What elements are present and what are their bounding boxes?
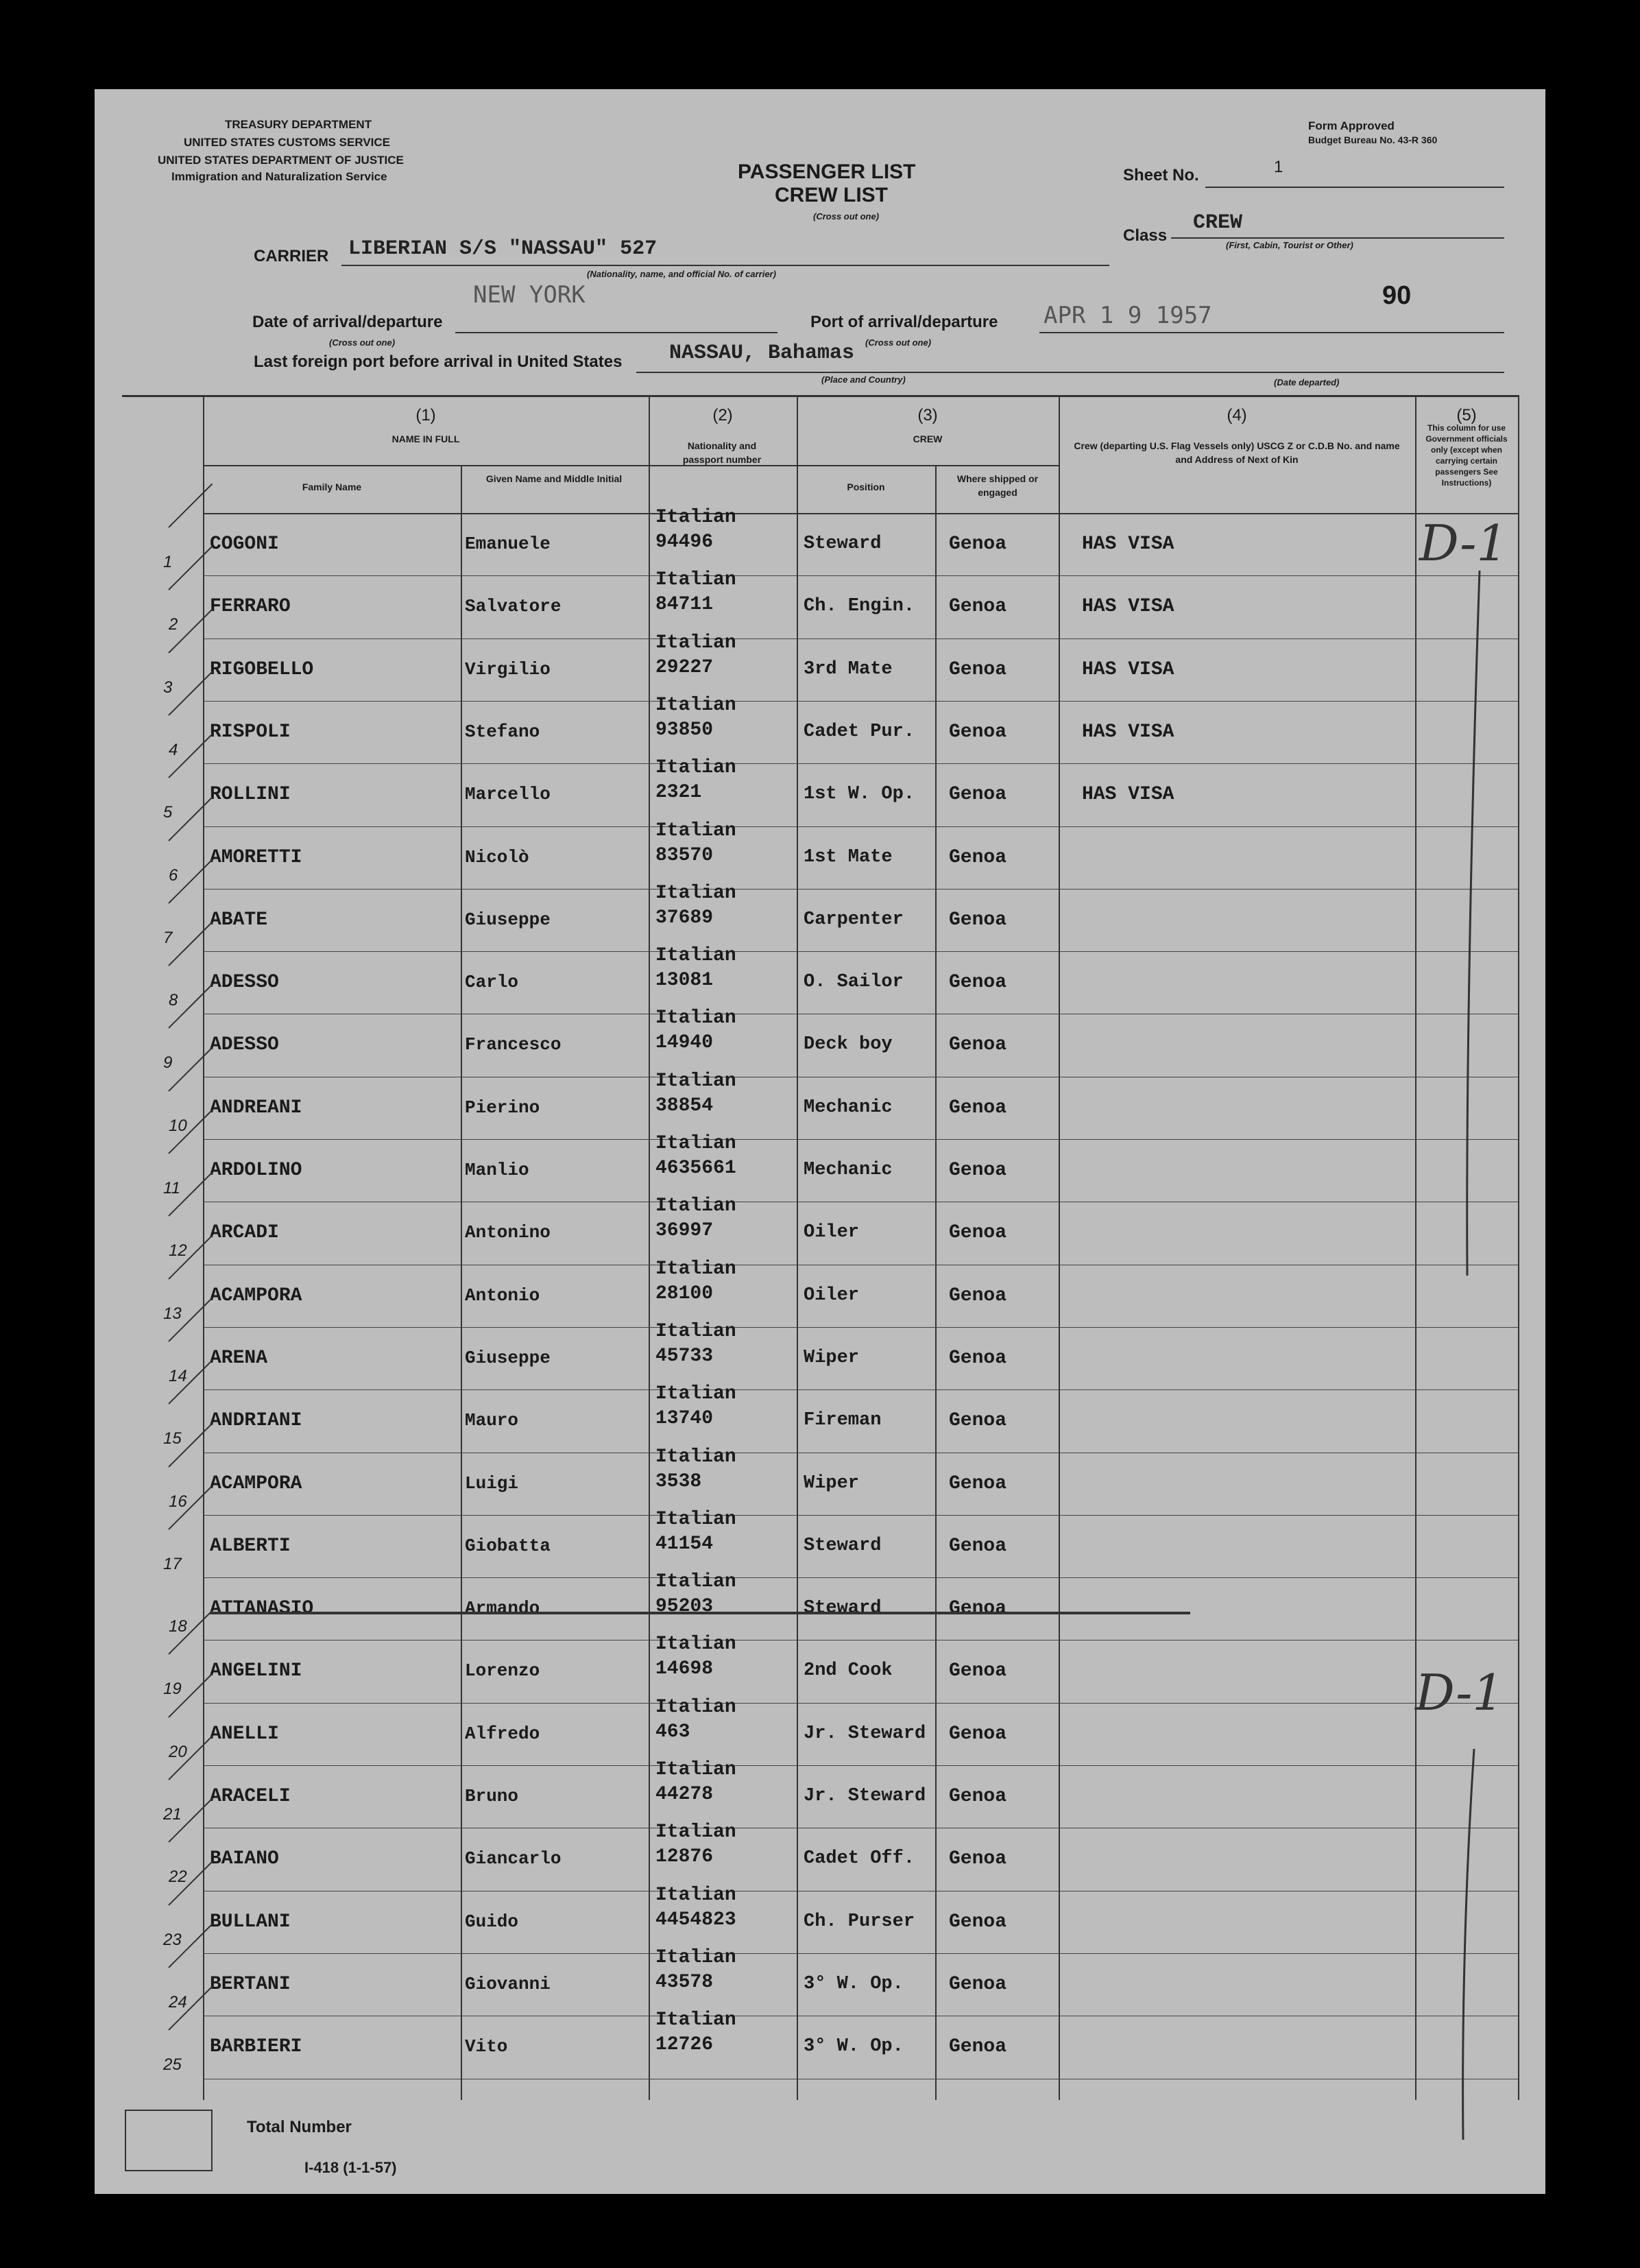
check-tick (168, 1047, 213, 1092)
passport-number: 41154 (655, 1533, 714, 1555)
family-name: BERTANI (210, 1974, 291, 1995)
passport-number: 95203 (655, 1596, 714, 1617)
given-name: Emanuele (465, 534, 551, 554)
form-approved: Form Approved (1308, 119, 1395, 132)
date-note: (Cross out one) (329, 337, 396, 348)
row-rule (203, 1327, 1518, 1328)
row-rule (203, 1577, 1518, 1578)
row-rule (203, 1515, 1518, 1516)
family-name: ACAMPORA (210, 1473, 302, 1494)
port-label: Port of arrival/departure (810, 313, 998, 331)
col1-title: NAME IN FULL (391, 433, 460, 444)
shipped-port: Genoa (949, 784, 1007, 805)
given-name: Stefano (465, 721, 540, 742)
shipped-port: Genoa (949, 1410, 1007, 1431)
col-line-h (1518, 395, 1519, 2100)
sheet-label: Sheet No. (1123, 166, 1199, 184)
given-name: Salvatore (465, 596, 562, 617)
row-rule (203, 638, 1518, 639)
nationality: Italian (655, 1697, 736, 1718)
family-name: ARDOLINO (210, 1160, 302, 1181)
family-name: ANELLI (210, 1723, 279, 1745)
row-number: 1 (163, 553, 173, 571)
nationality: Italian (655, 569, 736, 590)
table-top-rule (122, 395, 1518, 397)
total-box (125, 2110, 213, 2171)
nationality: Italian (655, 507, 736, 528)
date-underline (455, 332, 777, 333)
crew-position: Ch. Purser (804, 1911, 915, 1932)
given-name: Giobatta (465, 1536, 551, 1556)
shipped-port: Genoa (949, 1222, 1007, 1243)
col-line-g (1415, 395, 1416, 2100)
given-name: Francesco (465, 1034, 562, 1055)
passport-number: 29227 (655, 657, 714, 678)
port-note: (Cross out one) (865, 337, 932, 348)
passport-number: 12876 (655, 1846, 714, 1867)
crew-position: Oiler (804, 1222, 860, 1243)
row-number: 14 (169, 1367, 187, 1385)
nationality: Italian (655, 945, 736, 966)
col2-title: Nationality and passport number (682, 440, 762, 465)
row-rule (203, 763, 1518, 764)
passport-number: 13740 (655, 1408, 714, 1429)
family-name: FERRARO (210, 596, 291, 617)
shipped-port: Genoa (949, 1285, 1007, 1306)
shipped-port: Genoa (949, 2036, 1007, 2057)
given-name: Lorenzo (465, 1660, 540, 1681)
crew-position: Carpenter (804, 909, 904, 930)
row-number: 18 (169, 1617, 187, 1636)
col4-title: Crew (departing U.S. Flag Vessels only) USCG Z or C.D.B No. and name and Address of Next of Kin (1074, 440, 1400, 465)
shipped-port: Genoa (949, 1786, 1007, 1807)
shipped-port: Genoa (949, 1598, 1007, 1619)
nationality: Italian (655, 1007, 736, 1029)
visa-note: HAS VISA (1082, 596, 1174, 617)
carrier-note: (Nationality, name, and official No. of carrier) (587, 269, 776, 279)
class-value: CREW (1193, 211, 1243, 235)
row-rule (203, 1139, 1518, 1140)
crew-list-form (95, 89, 1545, 2194)
shipped-port: Genoa (949, 972, 1007, 993)
col1-number: (1) (415, 406, 436, 425)
official-mark-1: D-1 (1419, 514, 1508, 572)
nationality: Italian (655, 1947, 736, 1968)
given-name: Bruno (465, 1786, 519, 1806)
given-name: Manlio (465, 1160, 529, 1180)
nationality: Italian (655, 1822, 736, 1843)
check-tick (168, 671, 213, 716)
nationality: Italian (655, 1571, 736, 1592)
list-title-passenger: PASSENGER LIST (738, 160, 916, 183)
shipped-port: Genoa (949, 596, 1007, 617)
row-rule (203, 889, 1518, 890)
visa-note: HAS VISA (1082, 659, 1174, 680)
given-name: Nicolò (465, 847, 529, 868)
passport-number: 2321 (655, 782, 702, 803)
visa-note: HAS VISA (1082, 784, 1174, 805)
family-name: ROLLINI (210, 784, 291, 805)
family-name: ATTANASIO (210, 1598, 314, 1619)
row-number: 9 (163, 1053, 173, 1072)
col3b-title: Where shipped or engaged (956, 473, 1039, 498)
passport-number: 45733 (655, 1346, 714, 1367)
passport-number: 84711 (655, 594, 714, 615)
visa-note: HAS VISA (1082, 534, 1174, 555)
given-name: Virgilio (465, 659, 551, 680)
passport-number: 14940 (655, 1032, 714, 1053)
nationality: Italian (655, 2009, 736, 2031)
shipped-port: Genoa (949, 659, 1007, 680)
passport-number: 93850 (655, 719, 714, 741)
col3a-title: Position (847, 481, 885, 492)
shipped-port: Genoa (949, 1034, 1007, 1055)
shipped-port: Genoa (949, 1848, 1007, 1870)
crew-position: Fireman (804, 1410, 882, 1431)
shipped-port: Genoa (949, 721, 1007, 743)
row-number: 8 (169, 991, 178, 1010)
col5-number: (5) (1456, 406, 1477, 425)
crew-position: 3° W. Op. (804, 2036, 904, 2057)
nationality: Italian (655, 1133, 736, 1154)
col3-number: (3) (917, 406, 938, 425)
nationality: Italian (655, 1634, 736, 1655)
departed-underline (1054, 372, 1504, 373)
nationality: Italian (655, 1885, 736, 1906)
crew-position: Mechanic (804, 1097, 893, 1118)
form-id: I-418 (1-1-57) (304, 2159, 397, 2176)
crew-position: 3rd Mate (804, 659, 893, 680)
carrier-underline (341, 265, 1109, 266)
row-rule (203, 1389, 1518, 1390)
crew-position: 1st W. Op. (804, 784, 915, 804)
nationality: Italian (655, 1759, 736, 1780)
visa-note: HAS VISA (1082, 721, 1174, 743)
crew-position: Wiper (804, 1473, 860, 1494)
nationality: Italian (655, 820, 736, 841)
given-name: Luigi (465, 1473, 519, 1494)
passport-number: 94496 (655, 532, 714, 553)
crew-position: Oiler (804, 1285, 860, 1306)
date-label: Date of arrival/departure (252, 313, 443, 331)
nationality: Italian (655, 695, 736, 716)
passport-number: 4635661 (655, 1158, 736, 1179)
check-tick (168, 546, 213, 590)
row-number: 3 (163, 678, 173, 697)
row-number: 20 (169, 1743, 187, 1761)
shipped-port: Genoa (949, 1097, 1007, 1119)
passport-number: 12726 (655, 2034, 714, 2055)
header-bottom-rule (203, 513, 1518, 514)
col5-title: This column for use Government officials only (except when carrying certain passengers See Instructions) (1425, 423, 1508, 488)
nationality: Italian (655, 1509, 736, 1530)
row-rule (203, 826, 1518, 827)
shipped-port: Genoa (949, 1348, 1007, 1369)
col-line-f (1059, 395, 1060, 2100)
sheet-underline (1205, 187, 1504, 188)
family-name: ADESSO (210, 972, 279, 993)
crew-position: Mechanic (804, 1160, 893, 1180)
given-name: Vito (465, 2036, 508, 2057)
passport-number: 37689 (655, 907, 714, 929)
col1b-title: Given Name and Middle Initial (485, 473, 623, 484)
row-number: 24 (169, 1993, 187, 2012)
given-name: Giuseppe (465, 1348, 551, 1368)
crew-position: Steward (804, 1598, 882, 1619)
passport-number: 44278 (655, 1784, 714, 1805)
official-bracket-lines (1438, 569, 1493, 2147)
nationality: Italian (655, 1321, 736, 1342)
page-number: 90 (1382, 281, 1412, 310)
row-rule (203, 575, 1518, 576)
strike-line (210, 1612, 1190, 1614)
row-number: 5 (163, 803, 173, 822)
crew-position: Cadet Off. (804, 1848, 915, 1869)
passport-number: 13081 (655, 970, 714, 991)
row-rule (203, 951, 1518, 952)
check-tick (168, 797, 213, 841)
given-name: Antonio (465, 1285, 540, 1306)
family-name: COGONI (210, 534, 279, 555)
passport-number: 83570 (655, 845, 714, 866)
family-name: RISPOLI (210, 721, 291, 743)
family-name: ADESSO (210, 1034, 279, 1055)
check-tick (168, 922, 213, 966)
given-name: Mauro (465, 1410, 519, 1431)
sheet-value: 1 (1274, 158, 1283, 176)
departed-note: (Date departed) (1274, 377, 1340, 387)
family-name: BARBIERI (210, 2036, 302, 2057)
total-label: Total Number (247, 2118, 352, 2136)
crew-position: Wiper (804, 1348, 860, 1368)
family-name: BAIANO (210, 1848, 279, 1870)
passport-number: 43578 (655, 1972, 714, 1993)
date-value: NEW YORK (473, 281, 586, 309)
crew-position: Steward (804, 534, 882, 554)
crew-position: 1st Mate (804, 847, 893, 868)
nationality: Italian (655, 1195, 736, 1217)
class-note: (First, Cabin, Tourist or Other) (1226, 240, 1353, 250)
row-rule (203, 701, 1518, 702)
shipped-port: Genoa (949, 1473, 1007, 1494)
row-number: 12 (169, 1241, 187, 1260)
port-underline (1039, 332, 1504, 333)
family-name: ARCADI (210, 1222, 279, 1243)
row-rule (203, 1953, 1518, 1954)
col-line-c (649, 395, 650, 2100)
shipped-port: Genoa (949, 847, 1007, 868)
passport-number: 3538 (655, 1471, 702, 1492)
nationality: Italian (655, 632, 736, 654)
family-name: ANDRIANI (210, 1410, 302, 1431)
col-line-d (797, 395, 798, 2100)
crew-position: Steward (804, 1536, 882, 1556)
family-name: ABATE (210, 909, 268, 931)
shipped-port: Genoa (949, 1536, 1007, 1557)
row-number: 21 (163, 1805, 182, 1824)
last-port-value: NASSAU, Bahamas (669, 342, 855, 365)
given-name: Alfredo (465, 1723, 540, 1744)
col3-title: CREW (913, 433, 943, 444)
given-name: Giuseppe (465, 909, 551, 930)
nationality: Italian (655, 1258, 736, 1280)
row-number: 4 (169, 741, 178, 759)
family-name: ARACELI (210, 1786, 291, 1807)
row-number: 22 (169, 1867, 187, 1886)
given-name: Marcello (465, 784, 551, 804)
official-mark-2: D-1 (1415, 1664, 1504, 1721)
shipped-port: Genoa (949, 534, 1007, 555)
class-label: Class (1123, 226, 1168, 245)
col1a-title: Family Name (302, 481, 362, 492)
list-title-crew: CREW LIST (775, 184, 888, 206)
col-line-e (935, 465, 937, 2100)
row-number: 23 (163, 1931, 182, 1949)
col-line-b (461, 465, 462, 2100)
shipped-port: Genoa (949, 1160, 1007, 1181)
nationality: Italian (655, 757, 736, 778)
family-name: RIGOBELLO (210, 659, 314, 680)
row-number: 13 (163, 1304, 182, 1323)
col2-number: (2) (712, 406, 733, 425)
row-number: 6 (169, 866, 178, 885)
crew-position: Deck boy (804, 1034, 893, 1055)
row-rule (203, 1765, 1518, 1766)
shipped-port: Genoa (949, 1723, 1007, 1745)
nationality: Italian (655, 883, 736, 904)
check-tick (168, 484, 213, 528)
row-number: 7 (163, 929, 173, 947)
col-line-a (203, 395, 204, 2100)
family-name: BULLANI (210, 1911, 291, 1933)
shipped-port: Genoa (949, 1974, 1007, 1995)
crew-position: 2nd Cook (804, 1660, 893, 1681)
given-name: Carlo (465, 972, 519, 992)
given-name: Armando (465, 1598, 540, 1619)
passport-number: 38854 (655, 1095, 714, 1117)
family-name: AMORETTI (210, 847, 302, 868)
carrier-value: LIBERIAN S/S "NASSAU" 527 (348, 237, 658, 261)
row-number: 2 (169, 615, 178, 634)
row-number: 10 (169, 1117, 187, 1135)
given-name: Pierino (465, 1097, 540, 1118)
given-name: Guido (465, 1911, 519, 1932)
carrier-label: CARRIER (254, 247, 329, 265)
agency-line-4: Immigration and Naturalization Service (171, 170, 387, 183)
passport-number: 36997 (655, 1220, 714, 1241)
family-name: ACAMPORA (210, 1285, 302, 1306)
class-underline (1171, 237, 1504, 239)
row-rule (203, 1703, 1518, 1704)
given-name: Giancarlo (465, 1848, 562, 1869)
shipped-port: Genoa (949, 1660, 1007, 1682)
given-name: Antonino (465, 1222, 551, 1243)
crew-position: Cadet Pur. (804, 721, 915, 742)
crew-position: Jr. Steward (804, 1786, 926, 1806)
nationality: Italian (655, 1071, 736, 1092)
title-note: (Cross out one) (813, 211, 880, 222)
port-value: APR 1 9 1957 (1044, 302, 1212, 329)
agency-line-1: TREASURY DEPARTMENT (225, 118, 372, 131)
shipped-port: Genoa (949, 1911, 1007, 1933)
row-number: 15 (163, 1429, 182, 1448)
nationality: Italian (655, 1446, 736, 1468)
row-number: 25 (163, 2055, 182, 2074)
agency-line-3: UNITED STATES DEPARTMENT OF JUSTICE (158, 154, 404, 167)
budget-bureau: Budget Bureau No. 43-R 360 (1308, 134, 1438, 145)
row-number: 11 (163, 1179, 180, 1197)
place-note: (Place and Country) (821, 374, 906, 385)
passport-number: 463 (655, 1721, 690, 1743)
row-number: 16 (169, 1492, 187, 1511)
family-name: ALBERTI (210, 1536, 291, 1557)
passport-number: 14698 (655, 1658, 714, 1680)
nationality: Italian (655, 1383, 736, 1405)
subheader-rule (203, 465, 1059, 466)
passport-number: 28100 (655, 1283, 714, 1304)
family-name: ANGELINI (210, 1660, 302, 1682)
row-number: 19 (163, 1680, 182, 1698)
given-name: Giovanni (465, 1974, 551, 1994)
crew-position: 3° W. Op. (804, 1974, 904, 1994)
crew-position: Ch. Engin. (804, 596, 915, 617)
crew-position: Jr. Steward (804, 1723, 926, 1744)
shipped-port: Genoa (949, 909, 1007, 931)
col4-number: (4) (1227, 406, 1247, 425)
crew-position: O. Sailor (804, 972, 904, 992)
agency-line-2: UNITED STATES CUSTOMS SERVICE (184, 136, 391, 149)
last-port-label: Last foreign port before arrival in United States (254, 353, 623, 371)
row-number: 17 (163, 1555, 182, 1573)
passport-number: 4454823 (655, 1909, 736, 1931)
family-name: ARENA (210, 1348, 268, 1369)
family-name: ANDREANI (210, 1097, 302, 1119)
